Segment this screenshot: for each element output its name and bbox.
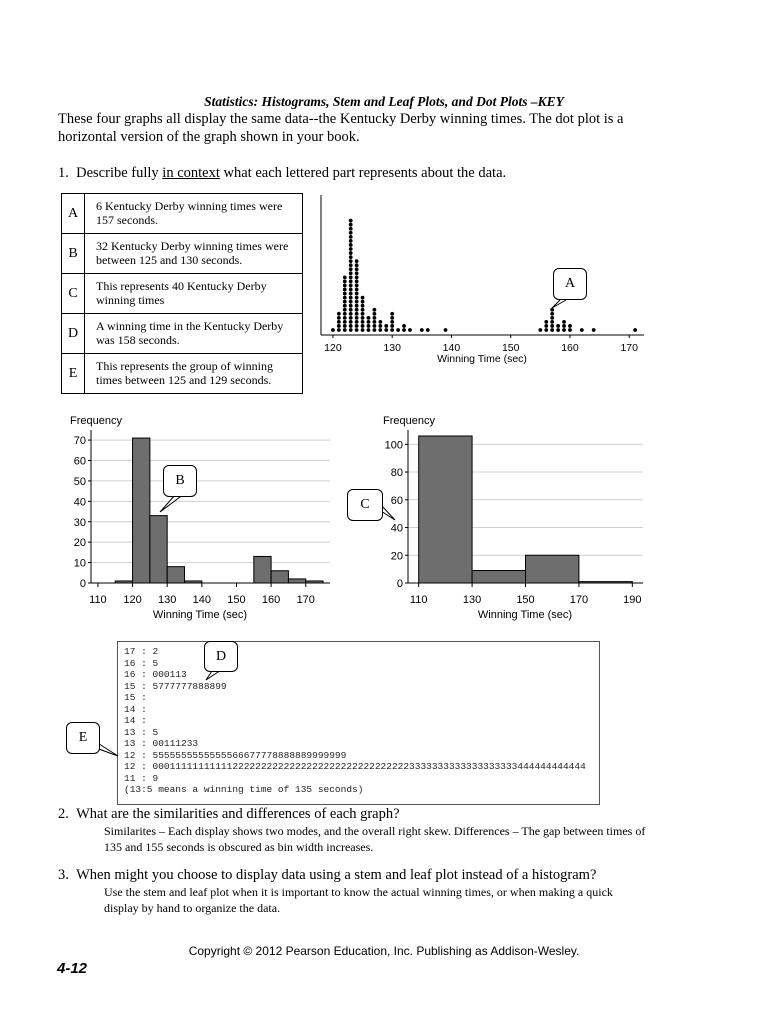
callout-a-pointer [552,300,566,308]
stem-leaf-row: 15 : 5777777888899 [124,680,227,692]
stem-leaf-row: 17 : 2 [124,646,159,657]
h1-y-tick-label: 60 [73,455,86,468]
key-text: This represents the group of winning times between 125 and 129 seconds. [85,354,303,394]
h1-x-tick-label: 170 [296,594,315,606]
hist1-y-label: Frequency [70,415,122,427]
stem-leaf-row: 11 : 9 [124,772,159,784]
copyright: Copyright © 2012 Pearson Education, Inc. Publishing as Addison-Wesley. [188,944,580,958]
question-1-suffix: what each lettered part represents about the data. [219,165,507,181]
answer-2: Similarites – Each display shows two modes, and the overall right skew. Differences – The gap between times of 135 and 155 seconds is obscured as bin width increases. [104,824,646,854]
callout-c-pointer [381,505,395,520]
question-3 [58,867,596,884]
h1-y-tick-label: 20 [73,537,86,550]
h1-x-tick-label: 110 [89,594,107,606]
h1-x-tick-label: 120 [123,594,142,606]
dot-plot-tick-label: 140 [442,342,461,354]
callout-b: B [163,465,197,497]
key-letter: E [62,354,85,394]
h2-x-tick-label: 170 [569,594,589,606]
stem-leaf-row: 16 : 5 [124,657,159,669]
key-letter: C [62,274,85,314]
answer-3: Use the stem and leaf plot when it is important to know the actual winning times, or when making a quick display by hand to organize the data. [104,885,613,915]
h1-x-tick-label: 150 [227,594,246,606]
h2-y-tick-label: 100 [384,439,403,452]
stem-leaf-row: 14 : [124,703,147,715]
h2-y-tick-label: 20 [390,550,403,563]
h2-y-tick-label: 40 [390,522,403,535]
stem-leaf-row: 12 : 0001111111111122222222222222222222222222222223333333333333333333444444444444 [124,761,586,772]
hist2-x-label: Winning Time (sec) [477,609,573,621]
stem-leaf-row: 13 : 00111233 [124,738,199,749]
dot-plot-tick-label: 130 [383,342,401,354]
h1-x-tick-label: 160 [261,594,281,606]
dot-plot-tick-label: 170 [620,342,638,354]
key-letter: B [62,234,85,274]
question-1-underlined: in context [162,165,220,181]
key-text: 6 Kentucky Derby winning times were 157 seconds. [85,194,303,234]
stem-leaf-row: (13:5 means a winning time of 135 seconds) [124,784,364,795]
stem-leaf-row: 13 : 5 [124,726,159,738]
callout-d: D [204,641,238,672]
stem-leaf-row: 14 : [124,715,147,726]
hist2-y-label: Frequency [383,415,435,427]
question-2 [58,806,400,823]
question-3-text: When might you choose to display data using a stem and leaf plot instead of a histogram? [76,867,597,883]
question-3-number: 3. [58,867,69,883]
page-number: 4-12 [57,960,88,977]
h2-x-tick-label: 190 [623,594,642,606]
question-1-prefix: Describe fully [76,165,163,181]
intro-paragraph: These four graphs all display the same data--the Kentucky Derby winning times. The dot plot is a horizontal version of the graph shown in your book. [58,111,624,145]
question-1-number: 1. [58,165,69,181]
hist1-x-label: Winning Time (sec) [152,609,248,621]
h1-y-tick-label: 30 [73,516,86,529]
dot-plot-tick-label: 150 [501,342,520,354]
h1-x-tick-label: 140 [192,594,212,606]
key-text: A winning time in the Kentucky Derby was 158 seconds. [85,314,303,354]
h1-x-tick-label: 130 [158,594,177,606]
h2-y-tick-label: 60 [390,494,403,507]
callout-a: A [553,268,587,300]
h1-y-tick-label: 70 [73,435,86,448]
key-text: 32 Kentucky Derby winning times were between 125 and 130 seconds. [85,234,303,274]
h2-x-tick-label: 150 [516,594,535,606]
page-title: Statistics: Histograms, Stem and Leaf Plots, and Dot Plots –KEY [204,94,564,109]
h1-y-tick-label: 40 [73,496,86,509]
h2-x-tick-label: 130 [462,594,482,606]
h2-x-tick-label: 110 [409,594,428,606]
dot-plot-tick-label: 160 [561,342,579,354]
h1-y-tick-label: 0 [79,578,86,590]
dot-plot-tick-label: 120 [324,342,342,354]
key-text: This represents 40 Kentucky Derby winning times [85,274,303,314]
dot-plot-x-label: Winning Time (sec) [437,353,527,365]
callout-c: C [347,489,383,521]
h2-y-tick-label: 0 [396,578,403,590]
stem-leaf-row: 16 : 000113 [124,669,187,680]
question-2-number: 2. [58,806,69,822]
h1-y-tick-label: 10 [73,557,86,570]
question-2-text: What are the similarities and differences of each graph? [76,806,400,822]
key-letter: A [62,194,85,234]
h1-y-tick-label: 50 [73,475,86,488]
callout-e: E [66,722,100,754]
stem-leaf-row: 15 : [124,692,147,703]
key-letter: D [62,314,85,354]
stem-leaf-row: 12 : 5555555555555566677778888889999999 [124,749,347,761]
h2-y-tick-label: 80 [390,467,403,480]
